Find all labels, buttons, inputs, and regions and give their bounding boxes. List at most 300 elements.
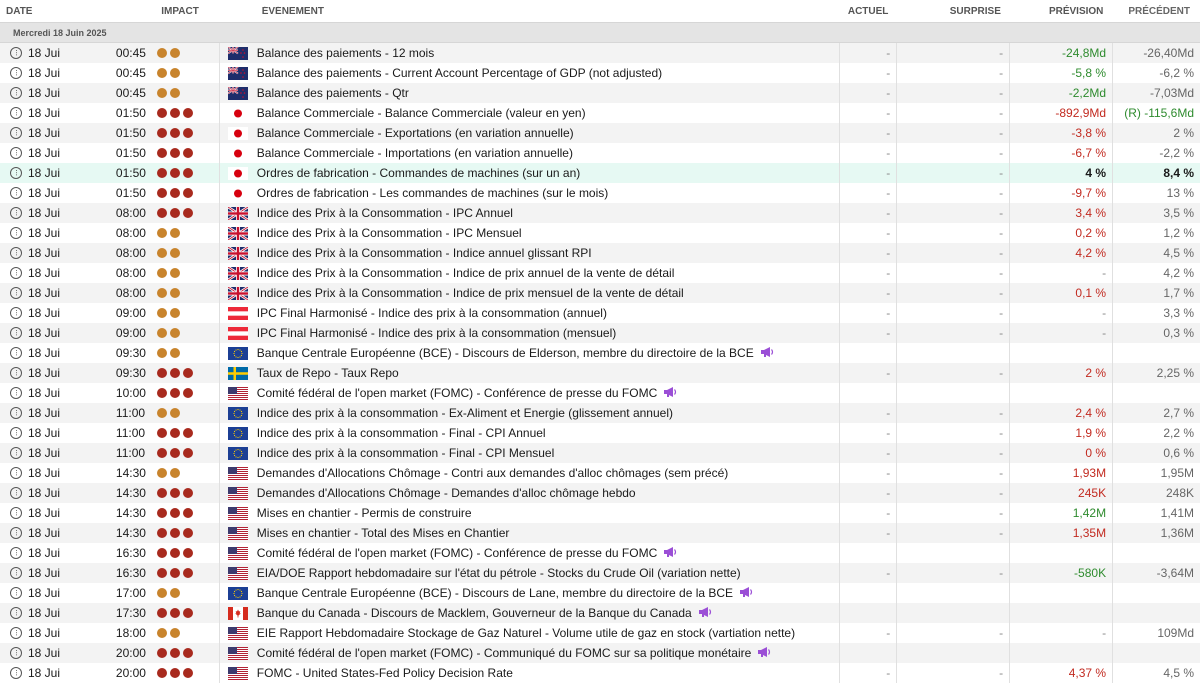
- previous-value: [1113, 343, 1200, 363]
- info-icon[interactable]: [10, 347, 22, 359]
- actual-value: -: [840, 503, 897, 523]
- actual-value: -: [840, 183, 897, 203]
- actual-value: [840, 603, 897, 623]
- info-icon[interactable]: [10, 67, 22, 79]
- event-title[interactable]: Balance Commerciale - Exportations (en variation annuelle): [256, 126, 574, 140]
- event-date: 18 Jui: [28, 626, 61, 640]
- event-title[interactable]: Balance des paiements - Current Account Percentage of GDP (not adjusted): [256, 66, 663, 80]
- info-icon[interactable]: [10, 547, 22, 559]
- impact-dot: [157, 248, 167, 258]
- event-title-cell[interactable]: [257, 523, 841, 543]
- megaphone-icon: [760, 346, 774, 361]
- surprise-value: [897, 343, 1010, 363]
- info-icon[interactable]: [10, 467, 22, 479]
- surprise-value: -: [897, 523, 1010, 543]
- event-title-cell[interactable]: [257, 403, 841, 423]
- table-row[interactable]: [0, 103, 1200, 123]
- actual-value: -: [840, 263, 897, 283]
- forecast-value: 4 %: [1010, 163, 1113, 183]
- impact-dot: [157, 68, 167, 78]
- impact-indicator: [150, 563, 220, 583]
- impact-dot: [157, 408, 167, 418]
- table-row[interactable]: [0, 423, 1200, 443]
- event-title-cell[interactable]: [257, 63, 841, 83]
- table-row[interactable]: [0, 403, 1200, 423]
- event-title-cell[interactable]: [257, 363, 841, 383]
- se-flag-icon: [220, 367, 257, 380]
- event-time: 20:00: [115, 666, 146, 680]
- event-date: 18 Jui: [28, 226, 61, 240]
- jp-flag-icon: [220, 187, 257, 200]
- impact-dot: [157, 48, 167, 58]
- info-icon[interactable]: [10, 247, 22, 259]
- impact-indicator: [150, 283, 220, 303]
- megaphone-icon: [663, 386, 677, 401]
- impact-dot: [170, 288, 180, 298]
- event-time: 11:00: [115, 426, 146, 440]
- info-icon[interactable]: [10, 607, 22, 619]
- surprise-value: -: [897, 503, 1010, 523]
- event-date: 18 Jui: [28, 386, 61, 400]
- impact-dot: [170, 608, 180, 618]
- previous-value: 1,41M: [1160, 506, 1195, 520]
- event-title[interactable]: Indice des Prix à la Consommation - IPC Mensuel: [256, 226, 522, 240]
- event-title[interactable]: Banque Centrale Européenne (BCE) - Discours de Elderson, membre du directoire de la BCE: [256, 346, 754, 360]
- event-title-cell[interactable]: [257, 603, 841, 623]
- impact-indicator: [150, 123, 220, 143]
- forecast-value: [1010, 643, 1113, 663]
- impact-indicator: [150, 663, 220, 683]
- previous-value: 4,2 %: [1163, 266, 1195, 280]
- impact-dot: [157, 648, 167, 658]
- eu-flag-icon: [220, 587, 257, 600]
- actual-value: -: [840, 403, 897, 423]
- impact-indicator: [150, 323, 220, 343]
- impact-indicator: [150, 543, 220, 563]
- event-title[interactable]: IPC Final Harmonisé - Indice des prix à la consommation (annuel): [256, 306, 607, 320]
- info-icon[interactable]: [10, 627, 22, 639]
- impact-indicator: [150, 143, 220, 163]
- event-title-cell[interactable]: [257, 283, 841, 303]
- impact-dot: [170, 448, 180, 458]
- info-icon[interactable]: [10, 387, 22, 399]
- impact-indicator: [150, 203, 220, 223]
- event-time: 10:00: [115, 386, 146, 400]
- previous-value: 8,4 %: [1163, 166, 1195, 180]
- header-impact[interactable]: IMPACT: [161, 5, 199, 17]
- uk-flag-icon: [220, 207, 257, 220]
- event-title-cell[interactable]: [257, 183, 841, 203]
- event-title-cell[interactable]: [257, 663, 841, 683]
- info-icon[interactable]: [10, 267, 22, 279]
- impact-dot: [157, 268, 167, 278]
- actual-value: -: [840, 123, 897, 143]
- event-time: 09:30: [115, 346, 146, 360]
- event-title[interactable]: Banque du Canada - Discours de Macklem, Gouverneur de la Banque du Canada: [256, 606, 692, 620]
- event-title[interactable]: Ordres de fabrication - Les commandes de machines (sur le mois): [256, 186, 609, 200]
- impact-dot: [170, 508, 180, 518]
- impact-dot: [170, 408, 180, 418]
- info-icon[interactable]: [10, 167, 22, 179]
- table-row[interactable]: [0, 123, 1200, 143]
- table-row[interactable]: [0, 143, 1200, 163]
- impact-indicator: [150, 443, 220, 463]
- table-row[interactable]: [0, 343, 1200, 363]
- event-title[interactable]: EIE Rapport Hebdomadaire Stockage de Gaz Naturel - Volume utile de gaz en stock (vartiation nette): [256, 626, 796, 640]
- event-title[interactable]: Indice des prix à la consommation - Ex-Aliment et Energie (glissement annuel): [256, 406, 673, 420]
- info-icon[interactable]: [10, 227, 22, 239]
- impact-dot: [183, 428, 193, 438]
- event-time: 14:30: [115, 506, 146, 520]
- previous-value: 2,7 %: [1163, 406, 1195, 420]
- info-icon[interactable]: [10, 107, 22, 119]
- info-icon[interactable]: [10, 327, 22, 339]
- event-time: 18:00: [115, 626, 146, 640]
- event-title-cell[interactable]: [257, 43, 841, 63]
- event-title[interactable]: Demandes d'Allocations Chômage - Contri aux demandes d'alloc chômages (sem précé): [256, 466, 729, 480]
- us-flag-icon: [220, 667, 257, 680]
- event-title-cell[interactable]: [257, 343, 841, 363]
- impact-dot: [170, 548, 180, 558]
- impact-dot: [170, 628, 180, 638]
- jp-flag-icon: [220, 107, 257, 120]
- forecast-value: -3,8 %: [1010, 123, 1113, 143]
- impact-dot: [157, 508, 167, 518]
- event-date: 18 Jui: [28, 306, 61, 320]
- surprise-value: -: [897, 63, 1010, 83]
- table-row[interactable]: [0, 163, 1200, 183]
- surprise-value: -: [897, 363, 1010, 383]
- event-title[interactable]: Indice des Prix à la Consommation - Indice de prix mensuel de la vente de détail: [256, 286, 684, 300]
- surprise-value: -: [897, 183, 1010, 203]
- table-row[interactable]: [0, 43, 1200, 63]
- jp-flag-icon: [220, 167, 257, 180]
- impact-indicator: [150, 163, 220, 183]
- header-previous[interactable]: PRÉCÉDENT: [1128, 5, 1190, 17]
- surprise-value: -: [897, 243, 1010, 263]
- impact-indicator: [150, 343, 220, 363]
- table-row[interactable]: [0, 363, 1200, 383]
- table-row[interactable]: [0, 643, 1200, 663]
- jp-flag-icon: [220, 127, 257, 140]
- info-icon[interactable]: [10, 147, 22, 159]
- us-flag-icon: [220, 547, 257, 560]
- info-icon[interactable]: [10, 367, 22, 379]
- event-date: 18 Jui: [28, 406, 61, 420]
- event-title[interactable]: Mises en chantier - Permis de construire: [256, 506, 472, 520]
- header-surprise[interactable]: SURPRISE: [949, 5, 1001, 17]
- us-flag-icon: [220, 487, 257, 500]
- event-title-cell[interactable]: [257, 143, 841, 163]
- surprise-value: -: [897, 423, 1010, 443]
- surprise-value: -: [897, 323, 1010, 343]
- table-row[interactable]: [0, 243, 1200, 263]
- event-title-cell[interactable]: [257, 303, 841, 323]
- info-icon[interactable]: [10, 87, 22, 99]
- previous-value: [1113, 543, 1200, 563]
- event-time: 09:00: [115, 306, 146, 320]
- forecast-value: 0,2 %: [1010, 223, 1113, 243]
- previous-value: 2,25 %: [1156, 366, 1195, 380]
- event-title-cell[interactable]: [257, 123, 841, 143]
- previous-value: [1113, 643, 1200, 663]
- header-date[interactable]: DATE: [6, 5, 33, 17]
- info-icon[interactable]: [10, 287, 22, 299]
- forecast-value: -2,2Md: [1010, 83, 1113, 103]
- actual-value: -: [840, 83, 897, 103]
- nz-flag-icon: [220, 87, 257, 100]
- info-icon[interactable]: [10, 307, 22, 319]
- table-row[interactable]: [0, 203, 1200, 223]
- info-icon[interactable]: [10, 587, 22, 599]
- info-icon[interactable]: [10, 647, 22, 659]
- impact-dot: [170, 528, 180, 538]
- table-row[interactable]: [0, 663, 1200, 683]
- previous-value: 1,36M: [1160, 526, 1195, 540]
- actual-value: -: [840, 223, 897, 243]
- impact-dot: [157, 148, 167, 158]
- event-title-cell[interactable]: [257, 503, 841, 523]
- surprise-value: -: [897, 563, 1010, 583]
- event-time: 01:50: [115, 166, 146, 180]
- info-icon[interactable]: [10, 207, 22, 219]
- forecast-value: 1,93M: [1010, 463, 1113, 483]
- event-date: 18 Jui: [28, 526, 61, 540]
- previous-value: -7,03Md: [1149, 86, 1195, 100]
- surprise-value: [897, 543, 1010, 563]
- impact-indicator: [150, 83, 220, 103]
- impact-dot: [170, 68, 180, 78]
- info-icon[interactable]: [10, 187, 22, 199]
- event-title-cell[interactable]: [257, 543, 841, 563]
- impact-indicator: [150, 363, 220, 383]
- event-title[interactable]: EIA/DOE Rapport hebdomadaire sur l'état du pétrole - Stocks du Crude Oil (variation nette): [256, 566, 741, 580]
- event-title-cell[interactable]: [257, 643, 841, 663]
- event-title[interactable]: Comité fédéral de l'open market (FOMC) - Conférence de presse du FOMC: [256, 386, 658, 400]
- table-row[interactable]: [0, 563, 1200, 583]
- impact-dot: [157, 168, 167, 178]
- impact-dot: [157, 468, 167, 478]
- table-row[interactable]: [0, 283, 1200, 303]
- actual-value: [840, 343, 897, 363]
- table-row[interactable]: [0, 383, 1200, 403]
- impact-dot: [183, 508, 193, 518]
- at-flag-icon: [220, 327, 257, 340]
- event-title[interactable]: Indice des Prix à la Consommation - Indice de prix annuel de la vente de détail: [256, 266, 675, 280]
- event-date: 18 Jui: [28, 246, 61, 260]
- uk-flag-icon: [220, 287, 257, 300]
- event-date: 18 Jui: [28, 86, 61, 100]
- event-title[interactable]: Indice des prix à la consommation - Final - CPI Mensuel: [256, 446, 555, 460]
- event-title[interactable]: FOMC - United States-Fed Policy Decision Rate: [256, 666, 513, 680]
- event-date: 18 Jui: [28, 146, 61, 160]
- event-title-cell[interactable]: [257, 423, 841, 443]
- uk-flag-icon: [220, 227, 257, 240]
- event-time: 16:30: [115, 566, 146, 580]
- event-time: 01:50: [115, 186, 146, 200]
- header-forecast[interactable]: PRÉVISION: [1048, 5, 1104, 17]
- event-date: 18 Jui: [28, 126, 61, 140]
- event-title-cell[interactable]: [257, 563, 841, 583]
- table-row[interactable]: [0, 543, 1200, 563]
- header-actual[interactable]: ACTUEL: [847, 5, 889, 17]
- impact-dot: [183, 128, 193, 138]
- event-title-cell[interactable]: [257, 323, 841, 343]
- table-row[interactable]: [0, 443, 1200, 463]
- event-title[interactable]: Mises en chantier - Total des Mises en Chantier: [256, 526, 510, 540]
- impact-dot: [183, 208, 193, 218]
- forecast-value: -: [1010, 623, 1113, 643]
- info-icon[interactable]: [10, 427, 22, 439]
- event-title[interactable]: Indice des prix à la consommation - Final - CPI Annuel: [256, 426, 546, 440]
- event-title[interactable]: Indice des Prix à la Consommation - IPC Annuel: [256, 206, 513, 220]
- at-flag-icon: [220, 307, 257, 320]
- event-time: 09:30: [115, 366, 146, 380]
- impact-dot: [157, 368, 167, 378]
- info-icon[interactable]: [10, 507, 22, 519]
- event-title-cell[interactable]: [257, 623, 841, 643]
- info-icon[interactable]: [10, 407, 22, 419]
- table-row[interactable]: [0, 83, 1200, 103]
- event-title[interactable]: Comité fédéral de l'open market (FOMC) - Communiqué du FOMC sur sa politique monétaire: [256, 646, 752, 660]
- header-event[interactable]: ÉVÉNEMENT: [261, 5, 324, 17]
- table-row[interactable]: [0, 503, 1200, 523]
- table-row[interactable]: [0, 63, 1200, 83]
- impact-dot: [157, 488, 167, 498]
- info-icon[interactable]: [10, 487, 22, 499]
- event-title-cell[interactable]: [257, 583, 841, 603]
- event-date: 18 Jui: [28, 66, 61, 80]
- event-time: 09:00: [115, 326, 146, 340]
- event-title[interactable]: Ordres de fabrication - Commandes de machines (sur un an): [256, 166, 581, 180]
- impact-dot: [170, 328, 180, 338]
- uk-flag-icon: [220, 247, 257, 260]
- event-title-cell[interactable]: [257, 383, 841, 403]
- impact-indicator: [150, 303, 220, 323]
- impact-indicator: [150, 623, 220, 643]
- event-title-cell[interactable]: [257, 443, 841, 463]
- event-title-cell[interactable]: [257, 243, 841, 263]
- event-title-cell[interactable]: [257, 223, 841, 243]
- us-flag-icon: [220, 627, 257, 640]
- event-title[interactable]: Balance Commerciale - Balance Commerciale (valeur en yen): [256, 106, 586, 120]
- table-row[interactable]: [0, 323, 1200, 343]
- event-title-cell[interactable]: [257, 483, 841, 503]
- impact-dot: [157, 228, 167, 238]
- event-time: 14:30: [115, 486, 146, 500]
- info-icon[interactable]: [10, 447, 22, 459]
- forecast-value: [1010, 583, 1113, 603]
- surprise-value: -: [897, 623, 1010, 643]
- event-title-cell[interactable]: [257, 463, 841, 483]
- event-title[interactable]: Comité fédéral de l'open market (FOMC) - Conférence de presse du FOMC: [256, 546, 658, 560]
- impact-dot: [170, 428, 180, 438]
- impact-dot: [157, 88, 167, 98]
- event-date: 18 Jui: [28, 346, 61, 360]
- info-icon[interactable]: [10, 567, 22, 579]
- forecast-value: 0 %: [1010, 443, 1113, 463]
- event-title[interactable]: Taux de Repo - Taux Repo: [256, 366, 399, 380]
- event-title[interactable]: Balance des paiements - Qtr: [256, 86, 409, 100]
- event-title[interactable]: Balance Commerciale - Importations (en variation annuelle): [256, 146, 573, 160]
- info-icon[interactable]: [10, 667, 22, 679]
- actual-value: -: [840, 43, 897, 63]
- table-row[interactable]: [0, 263, 1200, 283]
- event-date: 18 Jui: [28, 486, 61, 500]
- previous-value: [1113, 383, 1200, 403]
- event-title[interactable]: IPC Final Harmonisé - Indice des prix à la consommation (mensuel): [256, 326, 617, 340]
- event-title[interactable]: Demandes d'Allocations Chômage - Demandes d'alloc chômage hebdo: [256, 486, 636, 500]
- actual-value: -: [840, 283, 897, 303]
- forecast-value: -580K: [1010, 563, 1113, 583]
- table-row[interactable]: [0, 463, 1200, 483]
- impact-dot: [170, 648, 180, 658]
- surprise-value: -: [897, 403, 1010, 423]
- table-row[interactable]: [0, 523, 1200, 543]
- event-title[interactable]: Balance des paiements - 12 mois: [256, 46, 435, 60]
- event-title-cell[interactable]: [257, 203, 841, 223]
- previous-value: 2,2 %: [1163, 426, 1195, 440]
- info-icon[interactable]: [10, 527, 22, 539]
- impact-indicator: [150, 643, 220, 663]
- actual-value: [840, 383, 897, 403]
- table-row[interactable]: [0, 223, 1200, 243]
- table-row[interactable]: [0, 603, 1200, 623]
- table-row[interactable]: [0, 583, 1200, 603]
- forecast-value: 2,4 %: [1010, 403, 1113, 423]
- event-title-cell[interactable]: [257, 103, 841, 123]
- forecast-value: 245K: [1010, 483, 1113, 503]
- impact-dot: [157, 188, 167, 198]
- impact-dot: [183, 388, 193, 398]
- event-time: 01:50: [115, 146, 146, 160]
- table-row[interactable]: [0, 303, 1200, 323]
- previous-value: 0,6 %: [1163, 446, 1195, 460]
- impact-indicator: [150, 523, 220, 543]
- event-title-cell[interactable]: [257, 263, 841, 283]
- table-row[interactable]: [0, 623, 1200, 643]
- impact-dot: [183, 188, 193, 198]
- info-icon[interactable]: [10, 47, 22, 59]
- info-icon[interactable]: [10, 127, 22, 139]
- impact-dot: [170, 88, 180, 98]
- event-time: 14:30: [115, 526, 146, 540]
- previous-value: 248K: [1165, 486, 1195, 500]
- impact-indicator: [150, 43, 220, 63]
- event-time: 01:50: [115, 106, 146, 120]
- impact-dot: [157, 288, 167, 298]
- event-title-cell[interactable]: [257, 163, 841, 183]
- event-date: 18 Jui: [28, 166, 61, 180]
- event-title-cell[interactable]: [257, 83, 841, 103]
- event-title[interactable]: Indice des Prix à la Consommation - Indice annuel glissant RPI: [256, 246, 592, 260]
- surprise-value: -: [897, 483, 1010, 503]
- forecast-value: [1010, 343, 1113, 363]
- impact-dot: [183, 668, 193, 678]
- impact-dot: [157, 428, 167, 438]
- event-title[interactable]: Banque Centrale Européenne (BCE) - Discours de Lane, membre du directoire de la BCE: [256, 586, 734, 600]
- event-time: 08:00: [115, 246, 146, 260]
- impact-indicator: [150, 183, 220, 203]
- actual-value: -: [840, 563, 897, 583]
- actual-value: -: [840, 363, 897, 383]
- forecast-value: 1,42M: [1010, 503, 1113, 523]
- table-row[interactable]: [0, 483, 1200, 503]
- actual-value: -: [840, 463, 897, 483]
- impact-indicator: [150, 383, 220, 403]
- forecast-value: 3,4 %: [1010, 203, 1113, 223]
- table-row[interactable]: [0, 183, 1200, 203]
